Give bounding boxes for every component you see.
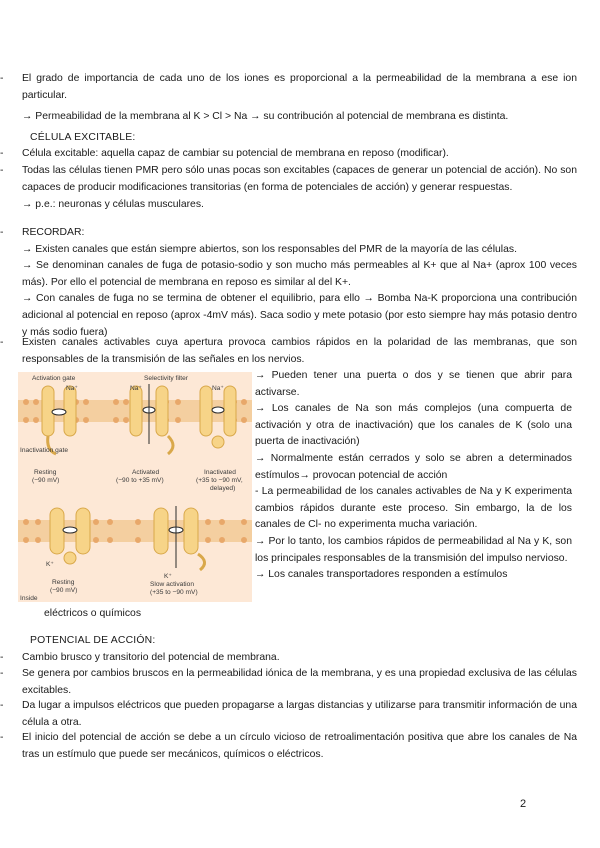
- label-resting-k-v: (−90 mV): [50, 587, 78, 594]
- potencial-bullet-2: [0, 666, 577, 699]
- recordar-line-3: → Con canales de fuga no se termina de obtener el equilibrio, para ello → Bomba Na-K proporciona una contribución adicional al potencial en reposo (aprox -4mV más). Saca sodio y mete potasio (por esto siempre hay más potasio dentro y más sodio fuera): [22, 293, 577, 338]
- label-resting-k: Resting: [52, 579, 75, 586]
- recordar-label: RECORDAR:: [22, 227, 85, 238]
- section-heading-celula: CÉLULA EXCITABLE:: [30, 132, 136, 143]
- bullet-text: Se genera por cambios bruscos en la permeabilidad iónica de la membrana, y es una propiedad exclusiva de las células excitables.: [22, 668, 577, 696]
- activables-bullet: [0, 335, 577, 368]
- recordar-bullet: [0, 225, 577, 341]
- label-inactivated: Inactivated: [204, 469, 236, 476]
- page-number: 2: [520, 798, 527, 810]
- recordar-line-1: → Existen canales que están siempre abiertos, son los responsables del PMR de la mayoría de las células.: [22, 243, 517, 255]
- label-resting-na-v: (−90 mV): [32, 477, 60, 484]
- ion-channel-diagram: [18, 372, 252, 602]
- right-line-6: → Los canales transportadores responden a estímulos: [255, 569, 508, 581]
- bullet-dash: -: [0, 337, 4, 348]
- potencial-bullet-1: [0, 650, 577, 667]
- bullet-dash: -: [0, 227, 4, 238]
- label-activated: Activated: [132, 469, 160, 476]
- bullet-text: El inicio del potencial de acción se debe a un círculo vicioso de retroalimentación positiva que abre los canales de Na tras un estímulo que puede ser mecánicos, químicos o eléctricos.: [22, 732, 577, 760]
- example-line: → p.e.: neuronas y células musculares.: [22, 199, 204, 211]
- right-column: [255, 368, 572, 584]
- label-inside: Inside: [20, 595, 38, 602]
- bullet-dash: -: [0, 165, 4, 176]
- right-line-5: → Por lo tanto, los cambios rápidos de permeabilidad al Na y K, son los principales responsables de la transmisión del impulso nervioso.: [255, 535, 572, 564]
- bullet-text: Existen canales activables cuya apertura provoca cambios rápidos en la polaridad de las membranas, que son responsables de la transmisión de las señales en los nervios.: [22, 337, 577, 365]
- bullet-dash: -: [0, 700, 4, 711]
- label-activation-gate: Activation gate: [32, 375, 76, 382]
- right-line-3: → Normalmente están cerrados y solo se abren a determinados estímulos→ provocan potencial de acción: [255, 452, 572, 481]
- potencial-bullet-4: [0, 730, 577, 763]
- bullet-text: Todas las células tienen PMR pero sólo unas pocas son excitables (capaces de generar un potencial de acción). No son capaces de producir modificaciones transitorias (en forma de potenciales de acción) y generar respuestas.: [22, 165, 577, 193]
- section-heading-potencial: POTENCIAL DE ACCIÓN:: [30, 635, 156, 646]
- label-activated-v: (−90 to +35 mV): [116, 477, 164, 484]
- ion-channel-figure: [18, 372, 252, 602]
- intro-arrow: → Permeabilidad de la membrana al K > Cl > Na → su contribución al potencial de membrana es distinta.: [22, 111, 509, 123]
- bullet-text: Da lugar a impulsos eléctricos que pueden propagarse a largas distancias y utilizarse para transmitir información de una célula a otra.: [22, 700, 577, 728]
- potencial-bullet-3: [0, 698, 577, 731]
- bullet-dash: -: [0, 668, 4, 679]
- continuation-line: eléctricos o químicos: [44, 608, 142, 619]
- celula-bullet-1: [0, 146, 577, 163]
- label-selectivity-filter: Selectivity filter: [144, 375, 188, 382]
- label-k-1: K⁺: [46, 561, 54, 568]
- label-k-2: K⁺: [164, 573, 172, 580]
- label-resting-na: Resting: [34, 469, 57, 476]
- label-na-1: Na⁺: [66, 385, 78, 392]
- bullet-dash: -: [0, 73, 4, 84]
- label-na-3: Na⁺: [212, 385, 224, 392]
- recordar-line-2: → Se denominan canales de fuga de potasio-sodio y son mucho más permeables al K+ que al Na+ (aprox 100 veces más). Por ello el potencial de membrana en reposo es similar al del K+.: [22, 260, 577, 288]
- label-na-2: Na⁺: [130, 385, 142, 392]
- celula-bullet-2: [0, 163, 577, 214]
- bullet-text: Cambio brusco y transitorio del potencial de membrana.: [22, 652, 280, 663]
- bullet-text: Célula excitable: aquella capaz de cambiar su potencial de membrana en reposo (modificar).: [22, 148, 449, 159]
- label-inactivated-v2: delayed): [210, 485, 236, 492]
- intro-text: El grado de importancia de cada uno de los iones es proporcional a la permeabilidad de la membrana a ese ion particular.: [22, 73, 577, 101]
- right-line-4: - La permeabilidad de los canales activables de Na y K experimenta cambios rápidos durante este proceso. Sin embargo, la de los canales de Cl- no experimenta mucha variación.: [255, 486, 572, 531]
- bullet-dash: -: [0, 732, 4, 743]
- label-slow-activation: Slow activation: [150, 581, 194, 588]
- label-slow-activation-v: (+35 to −90 mV): [150, 589, 198, 596]
- label-inactivated-v: (+35 to −90 mV,: [196, 477, 243, 484]
- bullet-dash: -: [0, 652, 4, 663]
- label-inactivation-gate: Inactivation gate: [20, 447, 69, 454]
- bullet-dash: -: [0, 148, 4, 159]
- intro-bullet: [0, 71, 577, 126]
- right-line-2: → Los canales de Na son más complejos (una compuerta de activación y otra de inactivación) que los canales de K (solo una puerta de inactivación): [255, 403, 572, 448]
- right-line-1: → Pueden tener una puerta o dos y se tienen que abrir para activarse.: [255, 370, 572, 398]
